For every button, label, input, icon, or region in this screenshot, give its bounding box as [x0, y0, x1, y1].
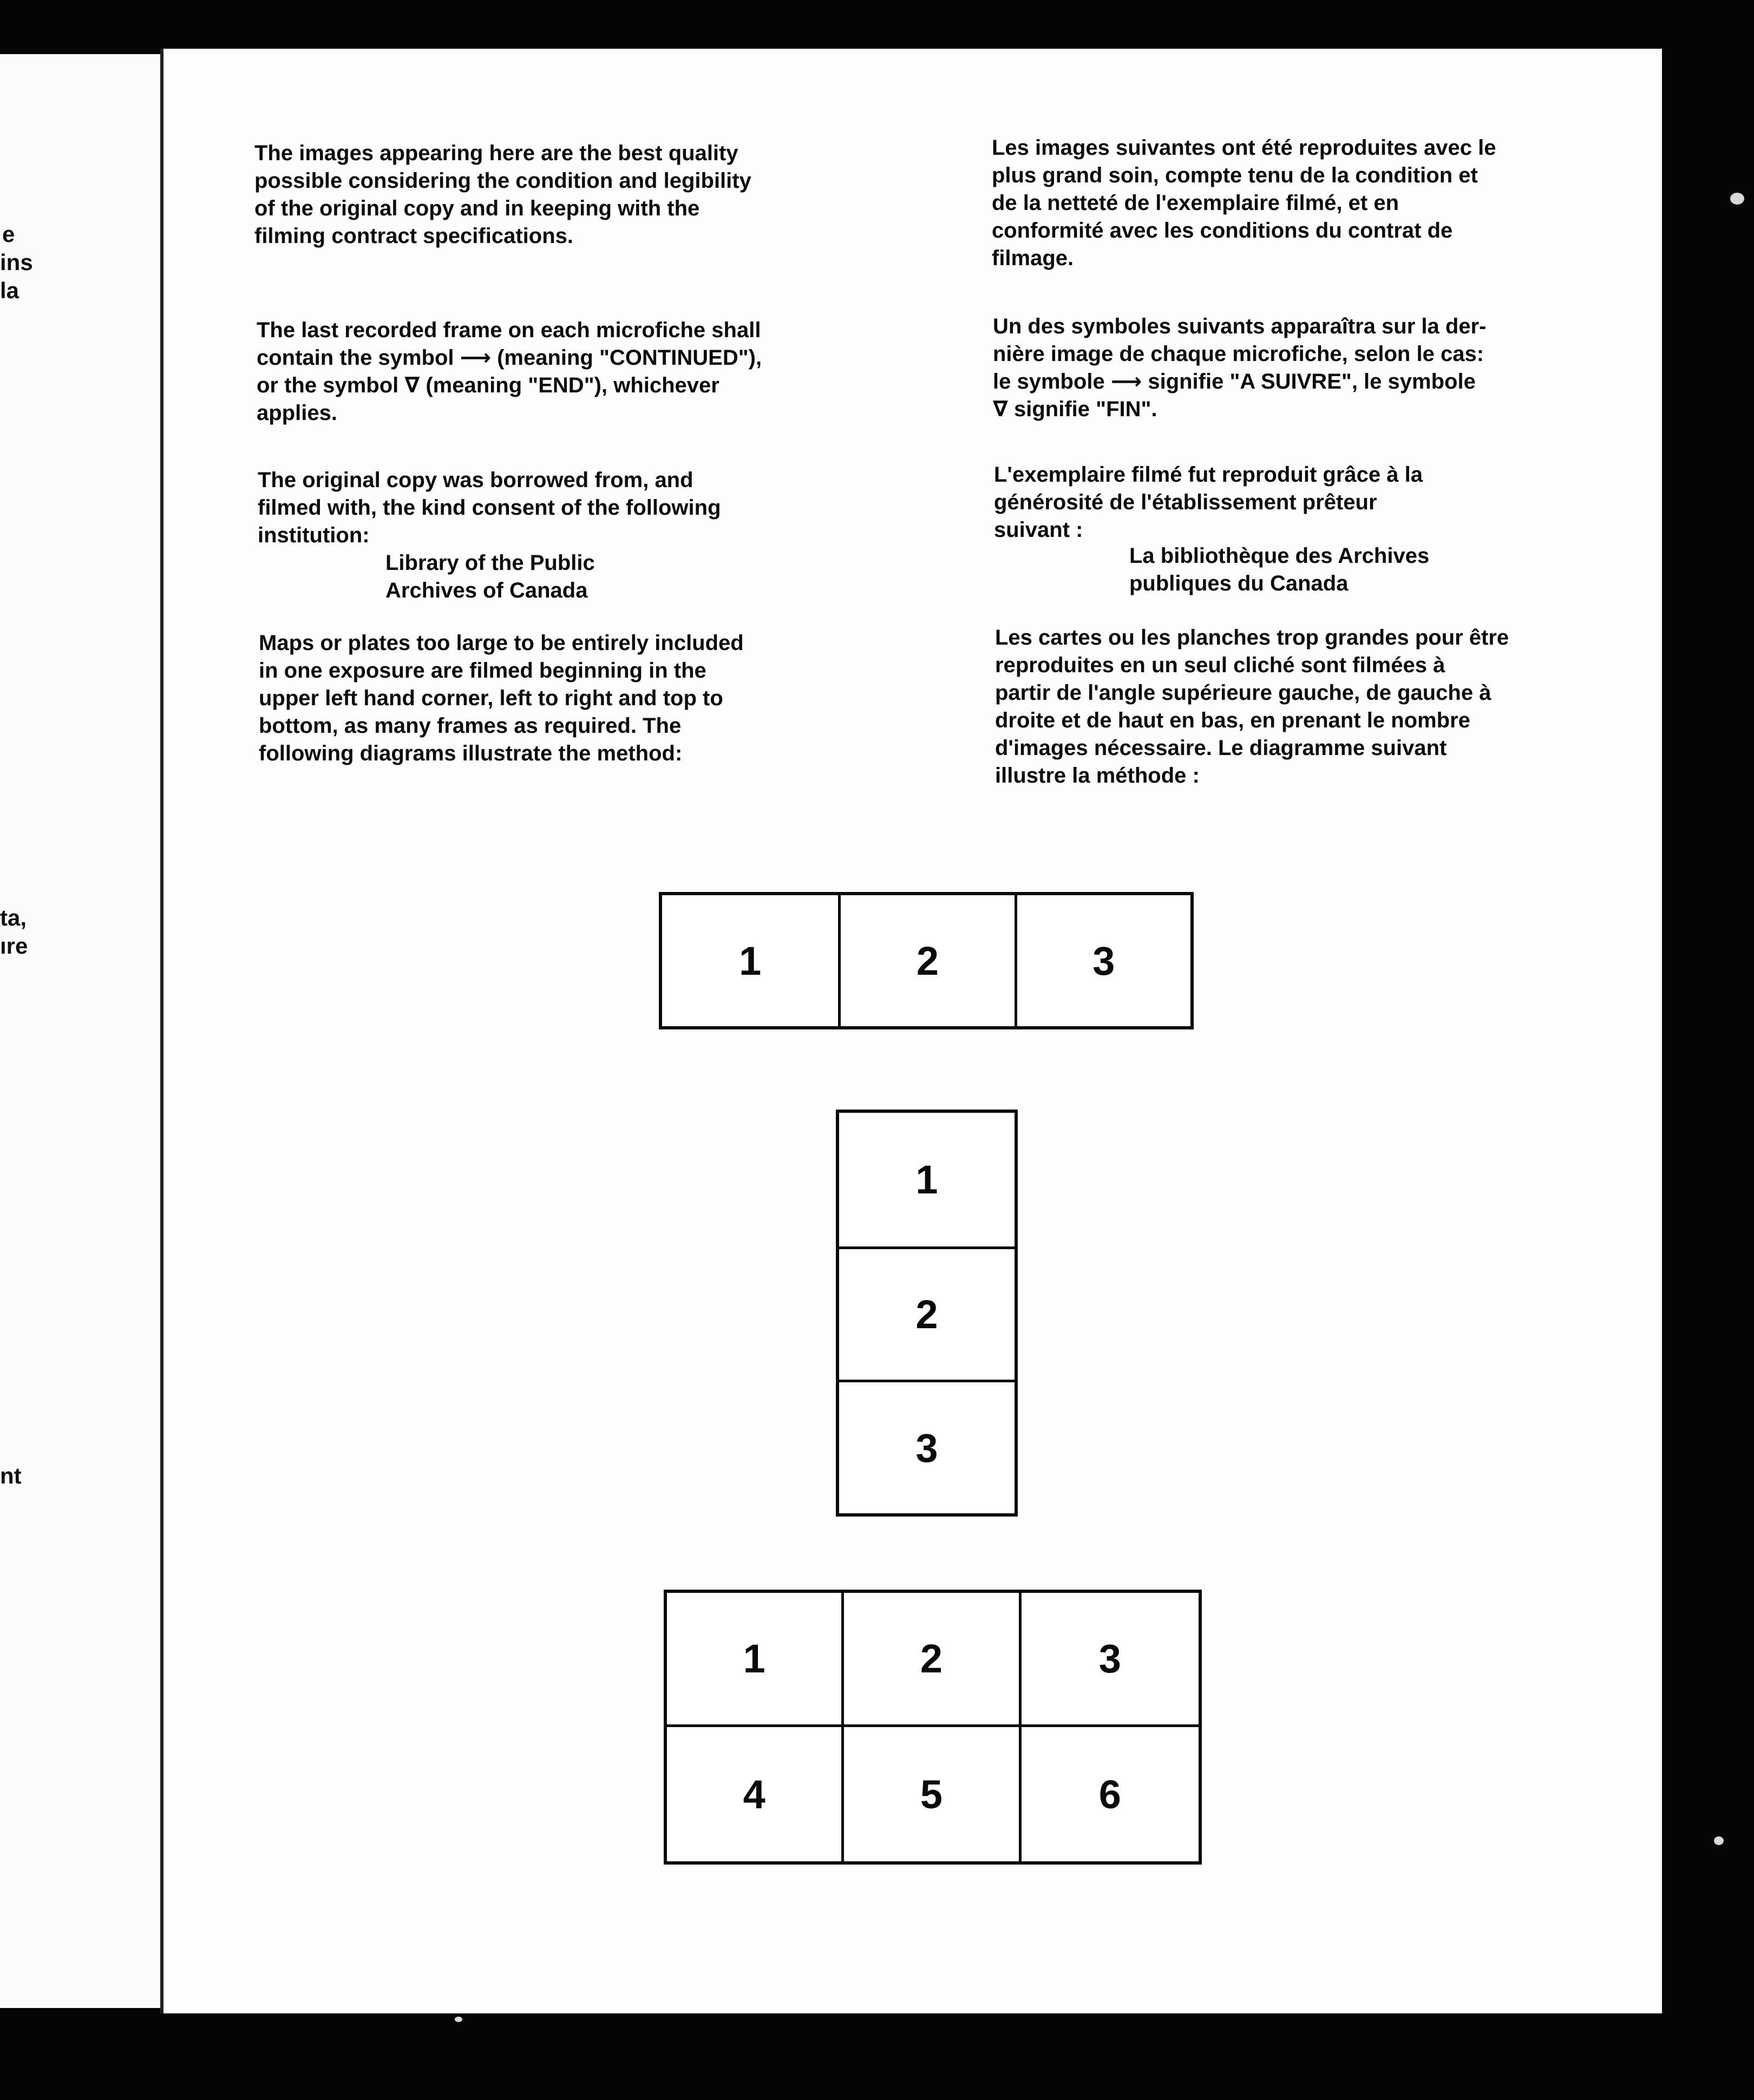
diagram-cell: 2	[844, 1593, 1021, 1727]
fragment-text: la	[0, 278, 19, 303]
diagram-cell: 3	[1015, 895, 1190, 1026]
diagram-cell: 4	[667, 1727, 844, 1861]
diagram-cell: 2	[839, 1246, 1015, 1380]
fragment-text: ins	[0, 250, 33, 275]
diagram-horizontal-three	[659, 892, 1194, 1029]
english-borrowed-paragraph: The original copy was borrowed from, and filmed with, the kind consent of the following institution:	[258, 468, 721, 547]
diagram-cell: 2	[838, 895, 1014, 1026]
target-page	[163, 49, 1662, 2013]
previous-page-strip	[0, 54, 180, 2008]
diagram-grid-six	[664, 1590, 1202, 1865]
scan-speck	[455, 2017, 462, 2022]
fragment-text: ıre	[0, 933, 28, 959]
french-quality-paragraph: Les images suivantes ont été reproduites avec le plus grand soin, compte tenu de la condition et de la netteté de l'exemplaire filmé, et en conformité avec les conditions du contrat de filmage.	[992, 136, 1496, 270]
english-quality-paragraph: The images appearing here are the best quality possible considering the condition and legibility of the original copy and in keeping with the filming contract specifications.	[254, 141, 751, 248]
diagram-cell: 6	[1098, 1771, 1121, 1817]
scan-speck	[1714, 1836, 1724, 1845]
english-maps-paragraph: Maps or plates too large to be entirely included in one exposure are filmed beginning in the upper left hand corner, left to right and top to bottom, as many frames as required. The following diagrams illustrate the method:	[259, 631, 744, 765]
fragment-text: ta,	[0, 905, 27, 930]
diagram-cell: 1	[739, 938, 762, 983]
scan-speck	[1730, 193, 1744, 205]
fragment-text: nt	[0, 1463, 22, 1488]
diagram-vertical-three	[836, 1110, 1018, 1517]
french-institution-name: La bibliothèque des Archives publiques du Canada	[1129, 544, 1430, 595]
fragment-text: e	[2, 221, 15, 247]
french-last-frame-paragraph: Un des symboles suivants apparaîtra sur la der- nière image de chaque microfiche, selon le cas: le symbole ⟶ signifie "A SUIVRE", le symbole ∇ signifie "FIN".	[993, 314, 1487, 421]
english-institution-name: Library of the Public Archives of Canada	[385, 551, 595, 602]
english-last-frame-paragraph: The last recorded frame on each microfiche shall contain the symbol ⟶ (meaning "CONTINUED"), or the symbol ∇ (meaning "END"), whichever applies.	[257, 318, 762, 425]
french-maps-paragraph: Les cartes ou les planches trop grandes pour être reproduites en un seul cliché sont filmées à partir de l'angle supérieure gauche, de gauche à droite et de haut en bas, en prenant le nombre d'images nécessaire. Le diagramme suivant illustre la méthode :	[995, 626, 1509, 788]
diagram-cell: 3	[1022, 1593, 1199, 1727]
diagram-cell: 1	[667, 1593, 844, 1727]
french-borrowed-paragraph: L'exemplaire filmé fut reproduit grâce à la générosité de l'établissement prêteur suivant :	[994, 463, 1423, 542]
diagram-cell: 3	[839, 1380, 1015, 1513]
diagram-cell: 1	[915, 1157, 938, 1202]
diagram-cell: 5	[844, 1727, 1021, 1861]
